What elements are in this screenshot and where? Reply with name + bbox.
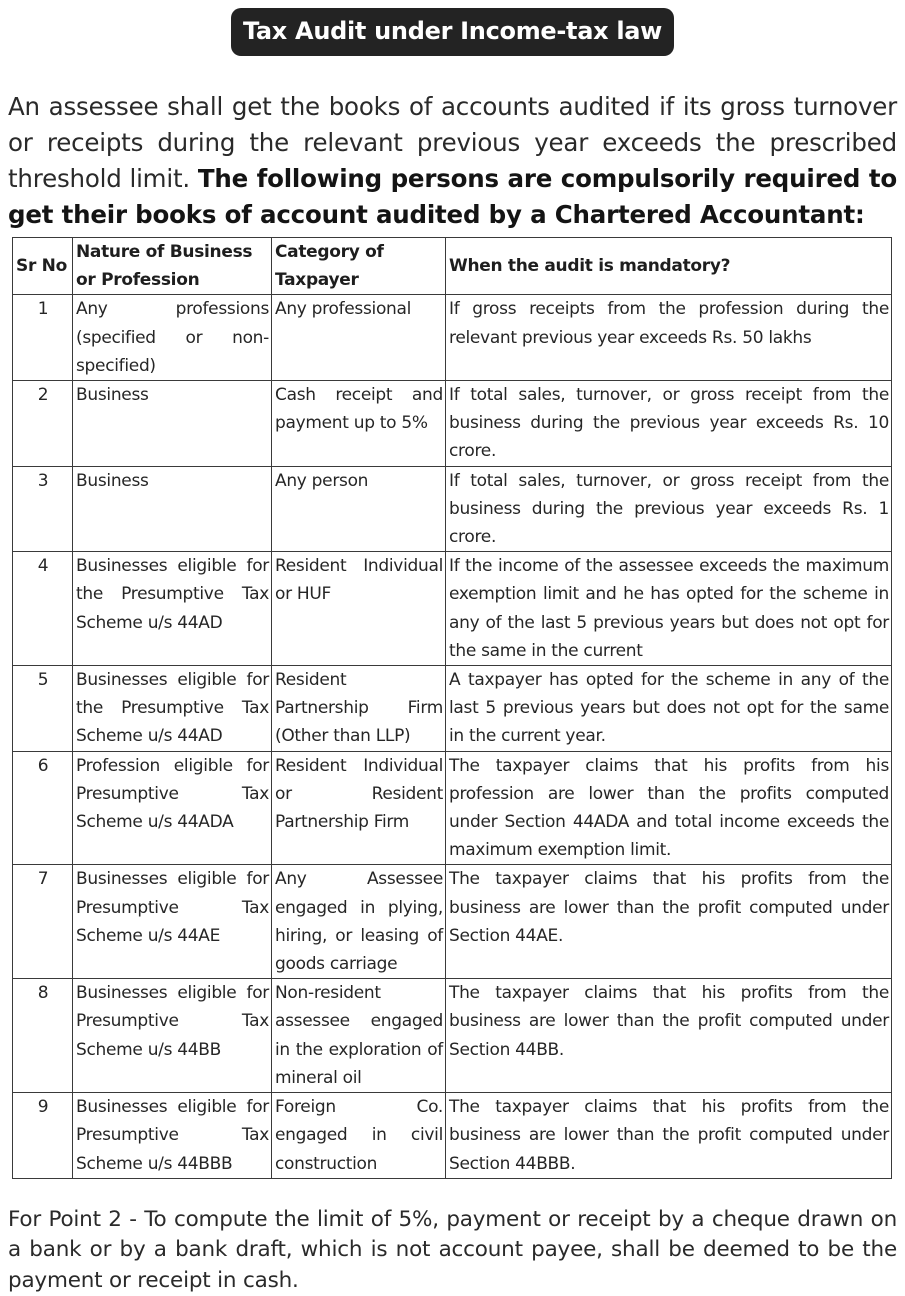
sr-cell: 2 [13,381,73,467]
title-container [0,8,905,56]
when-cell: The taxpayer claims that his profits from the business are lower than the profit computed under Section 44BB. [446,979,892,1093]
table-row [13,466,892,552]
intro-bold-text: The following persons are compulsorily required to get their books of account audited by a Chartered Accountant: [8,164,897,229]
header-nature: Nature of Business or Profession [73,238,272,295]
category-cell: Cash receipt and payment up to 5% [272,381,446,467]
when-cell: The taxpayer claims that his profits from the business are lower than the profit computed under Section 44BBB. [446,1093,892,1179]
category-cell: Any Assessee engaged in plying, hiring, or leasing of goods carriage [272,865,446,979]
page-title: Tax Audit under Income-tax law [231,8,674,56]
header-sr-no: Sr No [13,238,73,295]
when-cell: The taxpayer claims that his profits from the business are lower than the profit computed under Section 44AE. [446,865,892,979]
when-cell: If the income of the assessee exceeds the maximum exemption limit and he has opted for the scheme in any of the last 5 previous years but does not opt for the same in the current [446,552,892,666]
when-cell: A taxpayer has opted for the scheme in any of the last 5 previous years but does not opt for the same in the current year. [446,666,892,752]
sr-cell: 1 [13,295,73,381]
table-row [13,751,892,865]
sr-cell: 7 [13,865,73,979]
table-row [13,666,892,752]
table-row [13,865,892,979]
sr-cell: 8 [13,979,73,1093]
table-row [13,552,892,666]
when-cell: If total sales, turnover, or gross receipt from the business during the previous year exceeds Rs. 1 crore. [446,466,892,552]
audit-table [12,237,892,1179]
sr-cell: 9 [13,1093,73,1179]
table-row [13,979,892,1093]
table-row [13,1093,892,1179]
header-when-mandatory: When the audit is mandatory? [446,238,892,295]
table-header-row [13,238,892,295]
category-cell: Resident Individual or HUF [272,552,446,666]
nature-cell: Businesses eligible for Presumptive Tax Scheme u/s 44BBB [73,1093,272,1179]
category-cell: Resident Partnership Firm (Other than LLP) [272,666,446,752]
intro-paragraph [8,89,897,233]
nature-cell: Business [73,381,272,467]
header-category: Category of Taxpayer [272,238,446,295]
nature-cell: Business [73,466,272,552]
nature-cell: Businesses eligible for Presumptive Tax Scheme u/s 44AE [73,865,272,979]
when-cell: If total sales, turnover, or gross receipt from the business during the previous year exceeds Rs. 10 crore. [446,381,892,467]
category-cell: Foreign Co. engaged in civil construction [272,1093,446,1179]
category-cell: Non-resident assessee engaged in the exploration of mineral oil [272,979,446,1093]
nature-cell: Any professions (specified or non-specified) [73,295,272,381]
sr-cell: 6 [13,751,73,865]
sr-cell: 5 [13,666,73,752]
category-cell: Any person [272,466,446,552]
table-row [13,381,892,467]
nature-cell: Businesses eligible for the Presumptive Tax Scheme u/s 44AD [73,552,272,666]
category-cell: Resident Individual or Resident Partnership Firm [272,751,446,865]
sr-cell: 3 [13,466,73,552]
table-row [13,295,892,381]
footnote: For Point 2 - To compute the limit of 5%, payment or receipt by a cheque drawn on a bank or by a bank draft, which is not account payee, shall be deemed to be the payment or receipt in cash. [8,1205,897,1296]
nature-cell: Businesses eligible for the Presumptive Tax Scheme u/s 44AD [73,666,272,752]
sr-cell: 4 [13,552,73,666]
when-cell: The taxpayer claims that his profits from his profession are lower than the profits computed under Section 44ADA and total income exceeds the maximum exemption limit. [446,751,892,865]
category-cell: Any professional [272,295,446,381]
when-cell: If gross receipts from the profession during the relevant previous year exceeds Rs. 50 lakhs [446,295,892,381]
intro-text: An assessee shall get the books of accounts audited if its gross turnover or receipts during the relevant previous year exceeds the prescribed threshold limit. [8,92,897,193]
nature-cell: Businesses eligible for Presumptive Tax Scheme u/s 44BB [73,979,272,1093]
nature-cell: Profession eligible for Presumptive Tax Scheme u/s 44ADA [73,751,272,865]
